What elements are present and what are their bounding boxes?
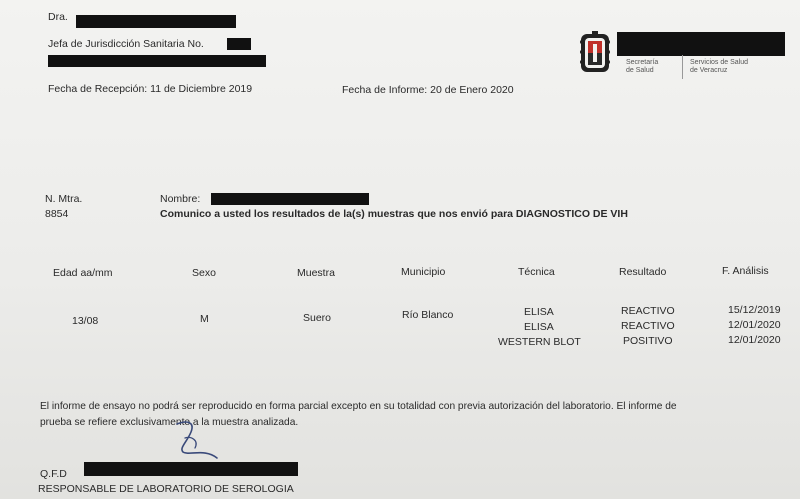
value-sexo: M <box>200 313 209 325</box>
logo-divider <box>682 55 683 79</box>
logo-text-servicios: Servicios de Salud <box>690 59 748 66</box>
qfd-label: Q.F.D <box>40 468 67 480</box>
mtra-label: N. Mtra. <box>45 193 83 205</box>
fecha-cell: 12/01/2020 <box>728 319 781 331</box>
header-sexo: Sexo <box>192 267 216 279</box>
fecha-recepcion: Fecha de Recepción: 11 de Diciembre 2019 <box>48 83 253 95</box>
tecnica-cell: ELISA <box>524 321 554 333</box>
nombre-label: Nombre: <box>160 193 201 205</box>
fecha-informe: Fecha de Informe: 20 de Enero 2020 <box>342 84 514 96</box>
redacted-patient-name <box>211 193 369 205</box>
redacted-dra-name <box>76 15 236 28</box>
dra-label: Dra. <box>48 11 68 23</box>
value-muestra: Suero <box>303 312 332 324</box>
header-fecha-analisis: F. Análisis <box>722 265 769 277</box>
header-municipio: Municipio <box>401 266 446 278</box>
redacted-responsable-name <box>84 462 298 476</box>
logo-text-de-salud: de Salud <box>626 67 654 74</box>
redacted-logo-header <box>617 32 785 56</box>
logo-text-veracruz: de Veracruz <box>690 67 728 74</box>
redacted-jurisdiction-number <box>227 38 251 50</box>
redacted-address-line <box>48 55 266 67</box>
resultado-cell: POSITIVO <box>623 335 673 347</box>
disclaimer-line-2: prueba se refiere exclusivamente a la muestra analizada. <box>40 417 299 428</box>
header-muestra: Muestra <box>297 267 335 279</box>
disclaimer-line-1: El informe de ensayo no podrá ser reproducido en forma parcial excepto en su totalidad con previa autorización del laboratorio. El informe de <box>40 401 677 412</box>
responsable-label: RESPONSABLE DE LABORATORIO DE SEROLOGIA <box>38 483 294 495</box>
results-message: Comunico a usted los resultados de la(s) muestras que nos envió para DIAGNOSTICO DE VIH <box>160 208 628 220</box>
resultado-cell: REACTIVO <box>621 320 675 332</box>
fecha-cell: 12/01/2020 <box>728 334 781 346</box>
value-edad: 13/08 <box>72 315 99 327</box>
header-tecnica: Técnica <box>518 266 555 278</box>
signature-icon <box>165 418 225 468</box>
logo-text-secretaria: Secretaría <box>626 59 659 66</box>
value-municipio: Río Blanco <box>402 309 454 321</box>
resultado-cell: REACTIVO <box>621 305 675 317</box>
header-edad: Edad aa/mm <box>53 267 113 279</box>
header-resultado: Resultado <box>619 266 667 278</box>
mtra-value: 8854 <box>45 208 69 220</box>
veracruz-seal-icon <box>578 30 612 76</box>
fecha-cell: 15/12/2019 <box>728 304 781 316</box>
jefa-label: Jefa de Jurisdicción Sanitaria No. <box>48 38 204 50</box>
tecnica-cell: WESTERN BLOT <box>498 336 581 348</box>
tecnica-cell: ELISA <box>524 306 554 318</box>
